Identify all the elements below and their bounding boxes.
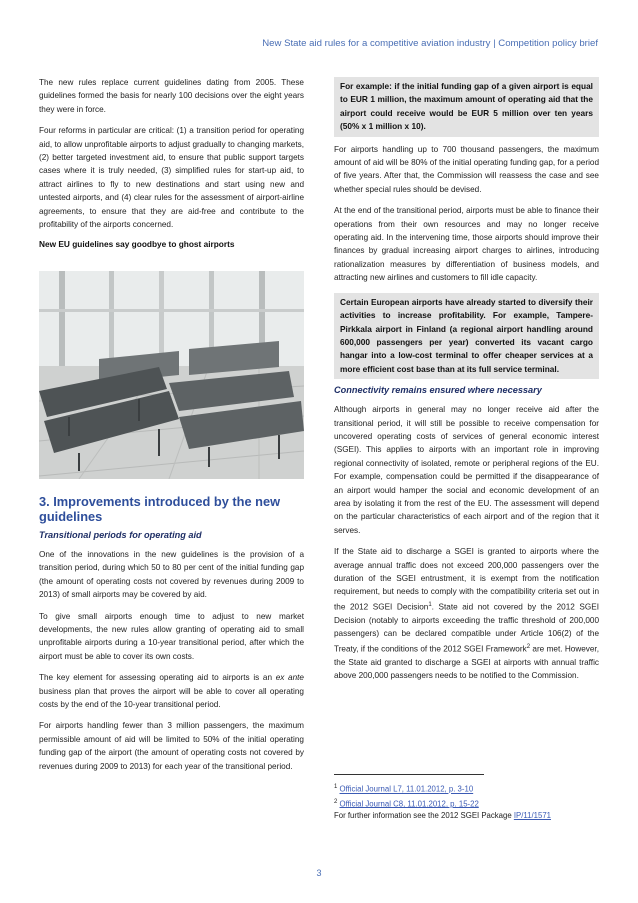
- footnote-2-link[interactable]: Official Journal C8, 11.01.2012, p. 15-22: [339, 799, 479, 809]
- left-column-bottom: [39, 494, 304, 781]
- footnotes: [334, 774, 599, 822]
- ip-link[interactable]: IP/11/1571: [513, 811, 551, 821]
- business-plan-text-b: business plan that proves the airport will be able to cover all operating costs by the end of the 10-year transitional period.: [39, 686, 304, 710]
- running-header: New State aid rules for a competitive aviation industry | Competition policy brief: [262, 38, 598, 49]
- section-heading: 3. Improvements introduced by the new guidelines: [39, 494, 281, 524]
- footnote-ref-1: 1: [428, 601, 432, 608]
- sgei-text-b: . State aid not covered by the 2012 SGEI Decision (notably to airports exceeding the traffic threshold of 200,000 passengers) can be declared compatible under Article 106(2) of the Treaty, if the conditions of the 2012 SGEI Framework: [334, 602, 599, 654]
- left-column-top: [39, 76, 304, 249]
- further-info-text: For further information see the 2012 SGEI Package: [334, 811, 514, 821]
- footnote-2-number: 2: [334, 798, 338, 805]
- sgei-text-c: are met. However, the State aid granted to discharge a SGEI at airports with annual traffic above 200,000 passengers needs to be notified to the Commission.: [334, 644, 599, 681]
- footnote-2: [334, 796, 599, 811]
- page-number: 3: [316, 868, 322, 878]
- business-plan-text-a: The key element for assessing operating aid to airports is an: [39, 673, 276, 683]
- transitional-subheading: Transitional periods for operating aid: [39, 530, 202, 540]
- footnote-1-link[interactable]: Official Journal L7, 11.01.2012, p. 3-10: [339, 784, 474, 794]
- business-plan-paragraph: [39, 671, 304, 711]
- business-plan-emphasis: ex ante: [275, 673, 304, 683]
- further-info-note: [334, 810, 599, 822]
- end-of-transition-paragraph: At the end of the transitional period, airports must be able to finance their operations from their own resources and may no longer receive operating aid. In the intervening time, those airports should improve their finances by gradual increasing airport charges to airlines, introducing rationalization measures by differentiation of business models, and attracting new airlines and customers to fill idle capacity.: [334, 206, 599, 283]
- footnote-1: [334, 781, 599, 796]
- sgei-text-a: If the State aid to discharge a SGEI is granted to airports where the average annual traffic does not exceed 200,000 passengers over the duration of the SGEI entrustment, it is exempt from the notification requirement, but needs to comply with the compatibility criteria set out in the 2012 SGEI Decision: [334, 547, 599, 612]
- airport-seating-illustration: [39, 271, 304, 479]
- connectivity-subheading: Connectivity remains ensured where necessary: [334, 385, 542, 396]
- footnote-ref-2: 2: [526, 643, 531, 650]
- sgei-decision-paragraph: [334, 545, 599, 683]
- airport-seating-photo: [39, 271, 304, 479]
- sgei-paragraph: Although airports in general may no longer receive aid after the transitional period, it will still be possible to receive compensation for uncovered operating costs of services of general economic interest (SGEI). This applies to airports with an important role in improving regional connectivity of isolated, remote or peripheral regions of the EU. For example, compensation could be permitted if the disappearance of an airport would hamper the social and economic development of an area by isolating it from the rest of the EU. The assessment will depend on the particular characteristics of each airport and of the region that it serves.: [334, 405, 599, 535]
- intro-paragraph: The new rules replace current guidelines dating from 2005. These guidelines formed the basis for nearly 100 decisions over the eight years they were in force.: [39, 78, 304, 114]
- reforms-paragraph: Four reforms in particular are critical: (1) a transition period for operating aid, to allow unprofitable airports to adjust gradually to changing markets, (2) better targeted investment aid, to ensure that public support targets cases where it is truly needed, (3) simplified rules for start-up aid, to attract airlines to fly to new destinations and start using new and untested airports, and (4) clear rules for the assessment of airport-airline agreements, to ensure that they are aid-free and contribute to the profitability of the airports concerned.: [39, 126, 304, 230]
- footnote-1-number: 1: [334, 784, 338, 790]
- example-box: For example: if the initial funding gap of a given airport is equal to EUR 1 million, the maximum amount of operating aid that the airport could receive would be EUR 5 million over ten years (50% x 1 million x 10).: [334, 77, 599, 137]
- footnote-separator: [334, 774, 484, 775]
- photo-caption: New EU guidelines say goodbye to ghost airports: [39, 239, 235, 250]
- right-column: [334, 77, 599, 691]
- transition-paragraph: One of the innovations in the new guidelines is the provision of a transition period, during which 50 to 80 per cent of the initial funding gap (the amount of operating costs not covered by revenues during 2009 to 2013) of small airports may be covered by aid.: [39, 550, 304, 600]
- three-million-paragraph: For airports handling fewer than 3 million passengers, the maximum permissible amount of aid will be limited to 50% of the initial operating funding gap of the airport (the amount of operating costs not covered by revenues during 2009 to 2013) for each year of the transitional period.: [39, 721, 304, 771]
- tampere-box: Certain European airports have already started to diversify their activities to increase profitability. For example, Tampere-Pirkkala airport in Finland (a regional airport handling around 600,000 passengers per year) converted its vacant cargo hangar into a low-cost terminal to offer cheaper services at a more efficient cost base than at its full service terminal.: [334, 293, 599, 379]
- adjustment-paragraph: To give small airports enough time to adjust to new market developments, the new rules allow granting of operating aid to small unprofitable airports during a 10-year transitional period, after which the airport must be able to cover its own costs.: [39, 611, 304, 661]
- seven-hundred-paragraph: For airports handling up to 700 thousand passengers, the maximum amount of aid will be 80% of the initial operating funding gap, for a period of five years. After that, the Commission will reassess the case and see whether special rules should be devised.: [334, 144, 599, 194]
